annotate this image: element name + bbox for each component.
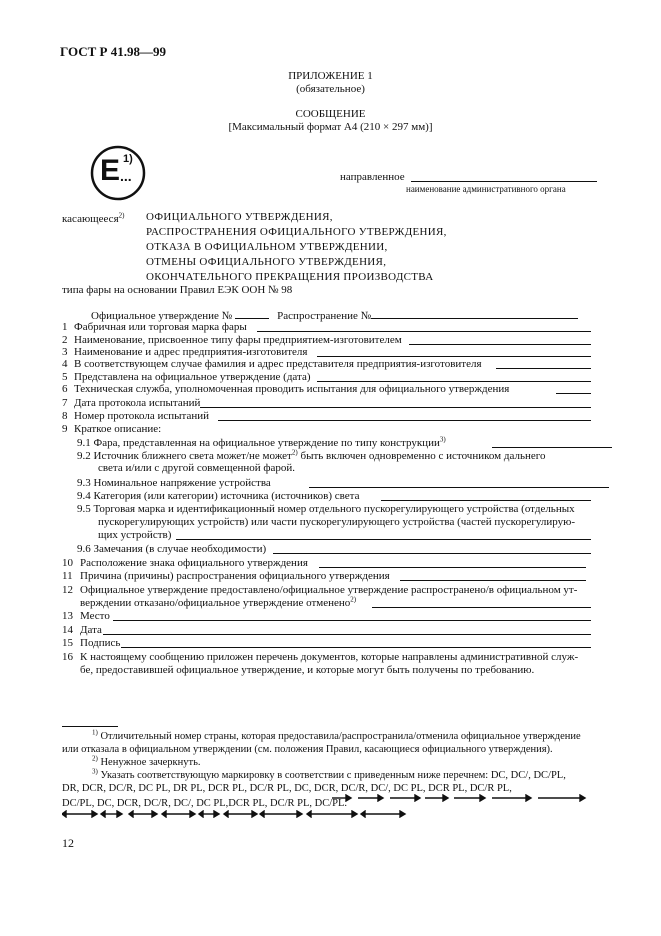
field-9-3-line <box>309 487 609 488</box>
footnote-3-cont2: DC/PL, DC, DCR, DC/R, DC/, DC PL,DCR PL, DC/R PL, DC/PL. <box>62 798 348 809</box>
footnote-3: $^{3)}$ Указать соответствующую маркировку в соответствии с приведенным ниже перечнем: DC, DC/, DC/PL, <box>92 767 566 781</box>
field-7-line <box>200 407 591 408</box>
emblem-sup: 1) <box>123 153 133 165</box>
field-9-2: 9.2 Источник ближнего света может/не может$^{2)}$ быть включен одновременно с источником дальнего <box>77 448 546 462</box>
concerning-item: ОКОНЧАТЕЛЬНОГО ПРЕКРАЩЕНИЯ ПРОИЗВОДСТВА <box>146 271 434 283</box>
footnote-1-cont: или отказала в официальном утверждении (см. положения Правил, касающиеся официального утверждения). <box>62 744 553 755</box>
concerning-item: ОТКАЗА В ОФИЦИАЛЬНОМ УТВЕРЖДЕНИИ, <box>146 241 388 253</box>
field-16: 16 К настоящему сообщению приложен перечень документов, которые направлены административной служ- <box>62 651 579 663</box>
field-12-cont: верждении отказано/официальное утверждение отменено$^{2)}$ <box>80 595 357 609</box>
field-12-line <box>372 607 591 608</box>
field-9-4-line <box>381 500 591 501</box>
field-1-line <box>257 331 591 332</box>
concerning-item: ОТМЕНЫ ОФИЦИАЛЬНОГО УТВЕРЖДЕНИЯ, <box>146 256 387 268</box>
field-9-1-line <box>492 447 612 448</box>
field-7: 7 Дата протокола испытаний <box>62 397 201 409</box>
field-16-cont: бе, предоставившей официальное утверждение, и которые могут быть получены по требованию. <box>80 664 535 676</box>
field-6-line <box>556 393 591 394</box>
page-number: 12 <box>62 836 74 850</box>
field-9-3: 9.3 Номинальное напряжение устройства <box>77 477 271 489</box>
field-9-2-cont: света и/или с другой совмещенной фарой. <box>98 462 296 474</box>
approval-emblem-icon <box>86 144 150 202</box>
field-11: 11 Причина (причины) распространения официального утверждения <box>62 570 390 582</box>
appendix-title: ПРИЛОЖЕНИЕ 1 <box>288 70 373 82</box>
field-6: 6 Техническая служба, уполномоченная проводить испытания для официального утверждения <box>62 383 510 395</box>
field-4-line <box>496 368 591 369</box>
field-9-6: 9.6 Замечания (в случае необходимости) <box>77 543 267 555</box>
field-2: 2 Наименование, присвоенное типу фары предприятием-изготовителем <box>62 334 402 346</box>
sent-by-label: направленное <box>340 171 405 183</box>
field-3: 3 Наименование и адрес предприятия-изготовителя <box>62 346 308 358</box>
standard-header: ГОСТ Р 41.98—99 <box>60 44 166 59</box>
field-13-line <box>113 620 591 621</box>
field-9-5-cont2: щих устройств) <box>98 529 172 541</box>
field-5-line <box>317 381 591 382</box>
emblem-letter: E <box>100 154 121 187</box>
message-heading: СООБЩЕНИЕ <box>295 108 366 120</box>
field-9-1: 9.1 Фара, представленная на официальное утверждение по типу конструкции$^{3)}$ <box>77 435 446 449</box>
field-9: 9 Краткое описание: <box>62 423 162 435</box>
field-9-4: 9.4 Категория (или категории) источника (источников) света <box>77 490 360 502</box>
footnote-1: $^{1)}$ Отличительный номер страны, которая предоставила/распространила/отменила официальное утверждение <box>92 728 581 742</box>
footnote-3-cont: DR, DCR, DC/R, DC PL, DR PL, DCR PL, DC/R PL, DC, DCR, DC/R, DC/, DC PL, DCR PL, DC/R PL, <box>62 783 512 794</box>
field-1: 1 Фабричная или торговая марка фары <box>62 321 247 333</box>
concerning-item: ОФИЦИАЛЬНОГО УТВЕРЖДЕНИЯ, <box>146 211 333 223</box>
field-8-line <box>218 420 591 421</box>
field-4: 4 В соответствующем случае фамилия и адрес представителя предприятия-изготовителя <box>62 358 482 370</box>
field-13: 13 Место <box>62 610 110 622</box>
field-11-line <box>400 580 586 581</box>
emblem-dots: ... <box>120 168 132 184</box>
field-5: 5 Представлена на официальное утверждение (дата) <box>62 371 311 383</box>
field-3-line <box>317 356 591 357</box>
sent-by-caption: наименование административного органа <box>406 184 566 194</box>
field-14: 14 Дата <box>62 624 102 636</box>
concerning-item: РАСПРОСТРАНЕНИЯ ОФИЦИАЛЬНОГО УТВЕРЖДЕНИЯ, <box>146 226 447 238</box>
marking-arrows-row1 <box>330 794 592 802</box>
field-15: 15 Подпись <box>62 637 121 649</box>
footnote-2: $^{2)}$ Ненужное зачеркнуть. <box>92 754 201 768</box>
field-9-5-cont: пускорегулирующих устройств) или части пускорегулирующего устройства (частей пускорегулирую- <box>98 516 575 528</box>
field-12: 12 Официальное утверждение предоставлено/официальное утверждение распространено/в официальном ут- <box>62 584 578 596</box>
appendix-subtitle: (обязательное) <box>296 83 365 95</box>
field-9-5-line <box>176 539 591 540</box>
concerning-label: касающееся$^{2)}$ <box>62 211 125 225</box>
field-14-line <box>103 634 591 635</box>
field-10-line <box>319 567 586 568</box>
field-8: 8 Номер протокола испытаний <box>62 410 210 422</box>
marking-arrows-row2 <box>62 810 412 818</box>
field-9-5: 9.5 Торговая марка и идентификационный номер отдельного пускорегулирующего устройства (отдельных <box>77 503 575 515</box>
field-9-6-line <box>273 553 591 554</box>
concerning-list <box>146 210 447 285</box>
field-10: 10 Расположение знака официального утверждения <box>62 557 308 569</box>
regulation-basis: типа фары на основании Правил ЕЭК ООН № 98 <box>62 284 293 296</box>
field-2-line <box>409 344 591 345</box>
sent-by-line <box>411 181 597 182</box>
format-note: [Максимальный формат А4 (210 × 297 мм)] <box>228 121 433 133</box>
approval-number-row: Официальное утверждение № Распространение № <box>91 309 578 323</box>
footnote-separator <box>62 726 118 727</box>
field-15-line <box>121 647 591 648</box>
